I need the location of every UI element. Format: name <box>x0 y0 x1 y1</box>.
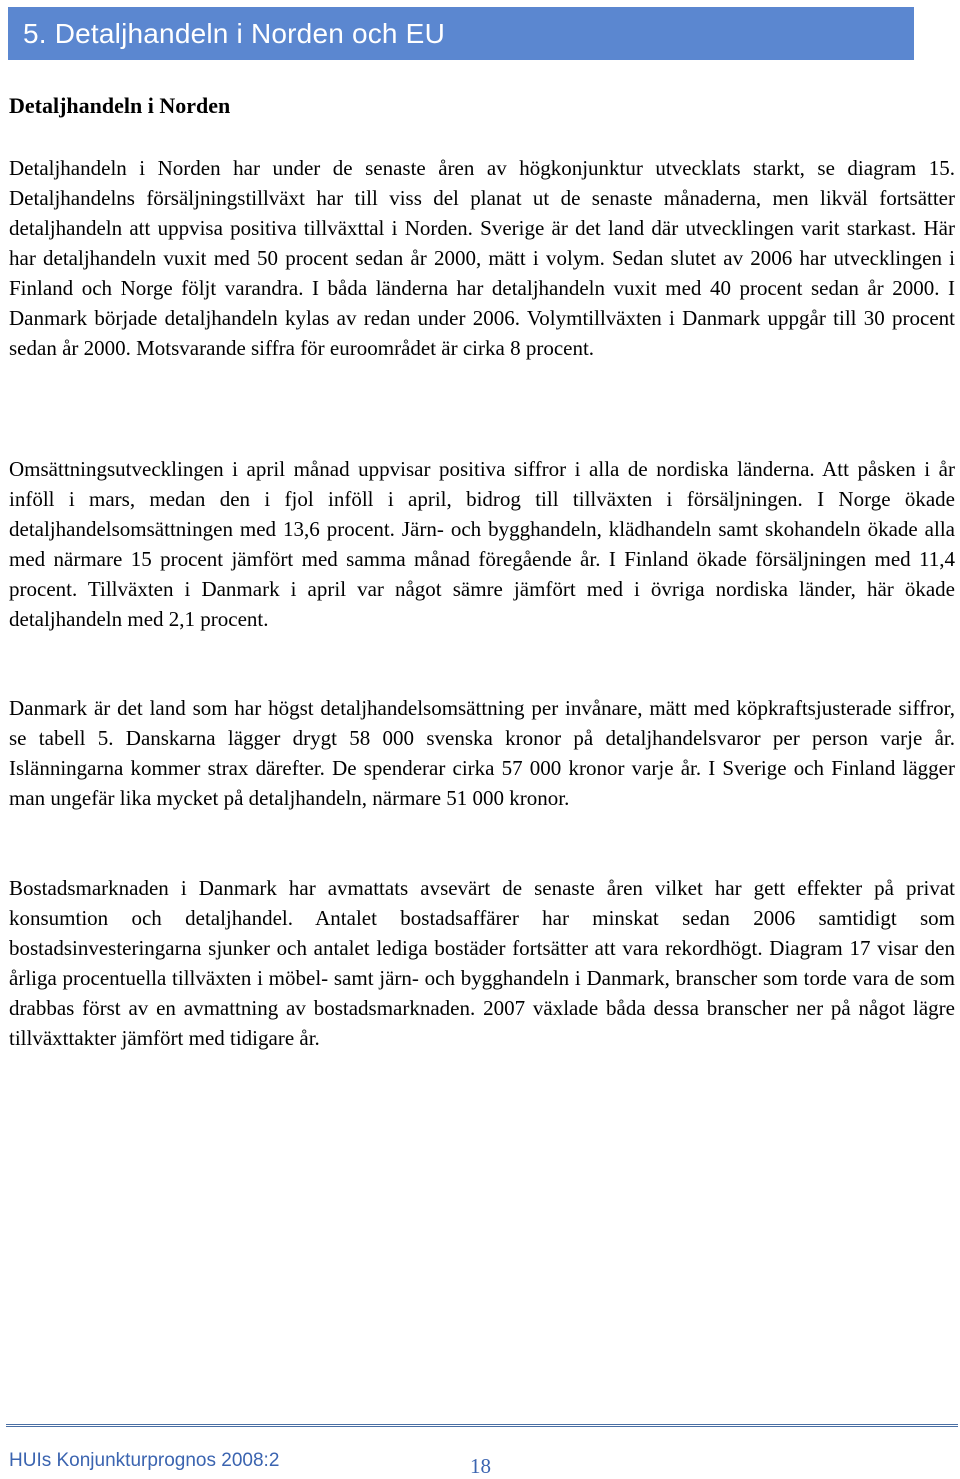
footer-publication-title: HUIs Konjunkturprognos 2008:2 <box>9 1450 280 1471</box>
paragraph-nordic-growth: Detaljhandeln i Norden har under de senaste åren av högkonjunktur utvecklats starkt, se diagram 15. Detaljhandelns försäljningstillväxt har till viss del planat ut de senaste månaderna, men likväl fortsätter detaljhandeln att uppvisa positiva tillväxttal i Norden. Sverige är det land där utvecklingen varit starkast. Här har detaljhandeln vuxit med 50 procent sedan år 2000, mätt i volym. Sedan slutet av 2006 har utvecklingen i Finland och Norge följt varandra. I båda länderna har detaljhandeln vuxit med 40 procent sedan år 2000. I Danmark började detaljhandeln kylas av redan under 2006. Volymtillväxten i Danmark uppgår till 30 procent sedan år 2000. Motsvarande siffra för euroområdet är cirka 8 procent. <box>9 156 955 360</box>
chapter-title: 5. Detaljhandeln i Norden och EU <box>23 17 445 49</box>
footer-divider <box>6 1424 958 1427</box>
paragraph-turnover-per-capita: Danmark är det land som har högst detaljhandelsomsättning per invånare, mätt med köpkraftsjusterade siffror, se tabell 5. Danskarna lägger drygt 58 000 svenska kronor på detaljhandelsvaror per person varje år. Islänningarna kommer strax därefter. De spenderar cirka 57 000 kronor varje år. I Sverige och Finland lägger man ungefär lika mycket på detaljhandeln, närmare 51 000 kronor. <box>9 696 955 810</box>
paragraph-danish-housing: Bostadsmarknaden i Danmark har avmattats avsevärt de senaste åren vilket har gett effekter på privat konsumtion och detaljhandel. Antalet bostadsaffärer har minskat sedan 2006 samtidigt som bostadsinvesteringarna sjunker och antalet lediga bostäder fortsätter att vara rekordhögt. Diagram 17 visar den årliga procentuella tillväxten i möbel- samt järn- och bygghandeln i Danmark, branscher som torde vara de som drabbas först av en avmattning av bostadsmarknaden. 2007 växlade båda dessa branscher ner på något lägre tillväxttakter jämfört med tidigare år. <box>9 876 955 1050</box>
page-number: 18 <box>470 1454 491 1478</box>
chapter-header-bar <box>8 7 914 60</box>
section-heading: Detaljhandeln i Norden <box>9 93 231 118</box>
paragraph-april-turnover: Omsättningsutvecklingen i april månad uppvisar positiva siffror i alla de nordiska länderna. Att påsken i år inföll i mars, medan den i fjol inföll i april, bidrog till tillväxten i försäljningen. I Norge ökade detaljhandelsomsättningen med 13,6 procent. Järn- och bygghandeln, klädhandeln samt skohandeln ökade alla med närmare 15 procent jämfört med samma månad föregående år. I Finland ökade försäljningen med 11,4 procent. Tillväxten i Danmark i april var något sämre jämfört med i övriga nordiska länder, här ökade detaljhandeln med 2,1 procent. <box>9 457 955 631</box>
